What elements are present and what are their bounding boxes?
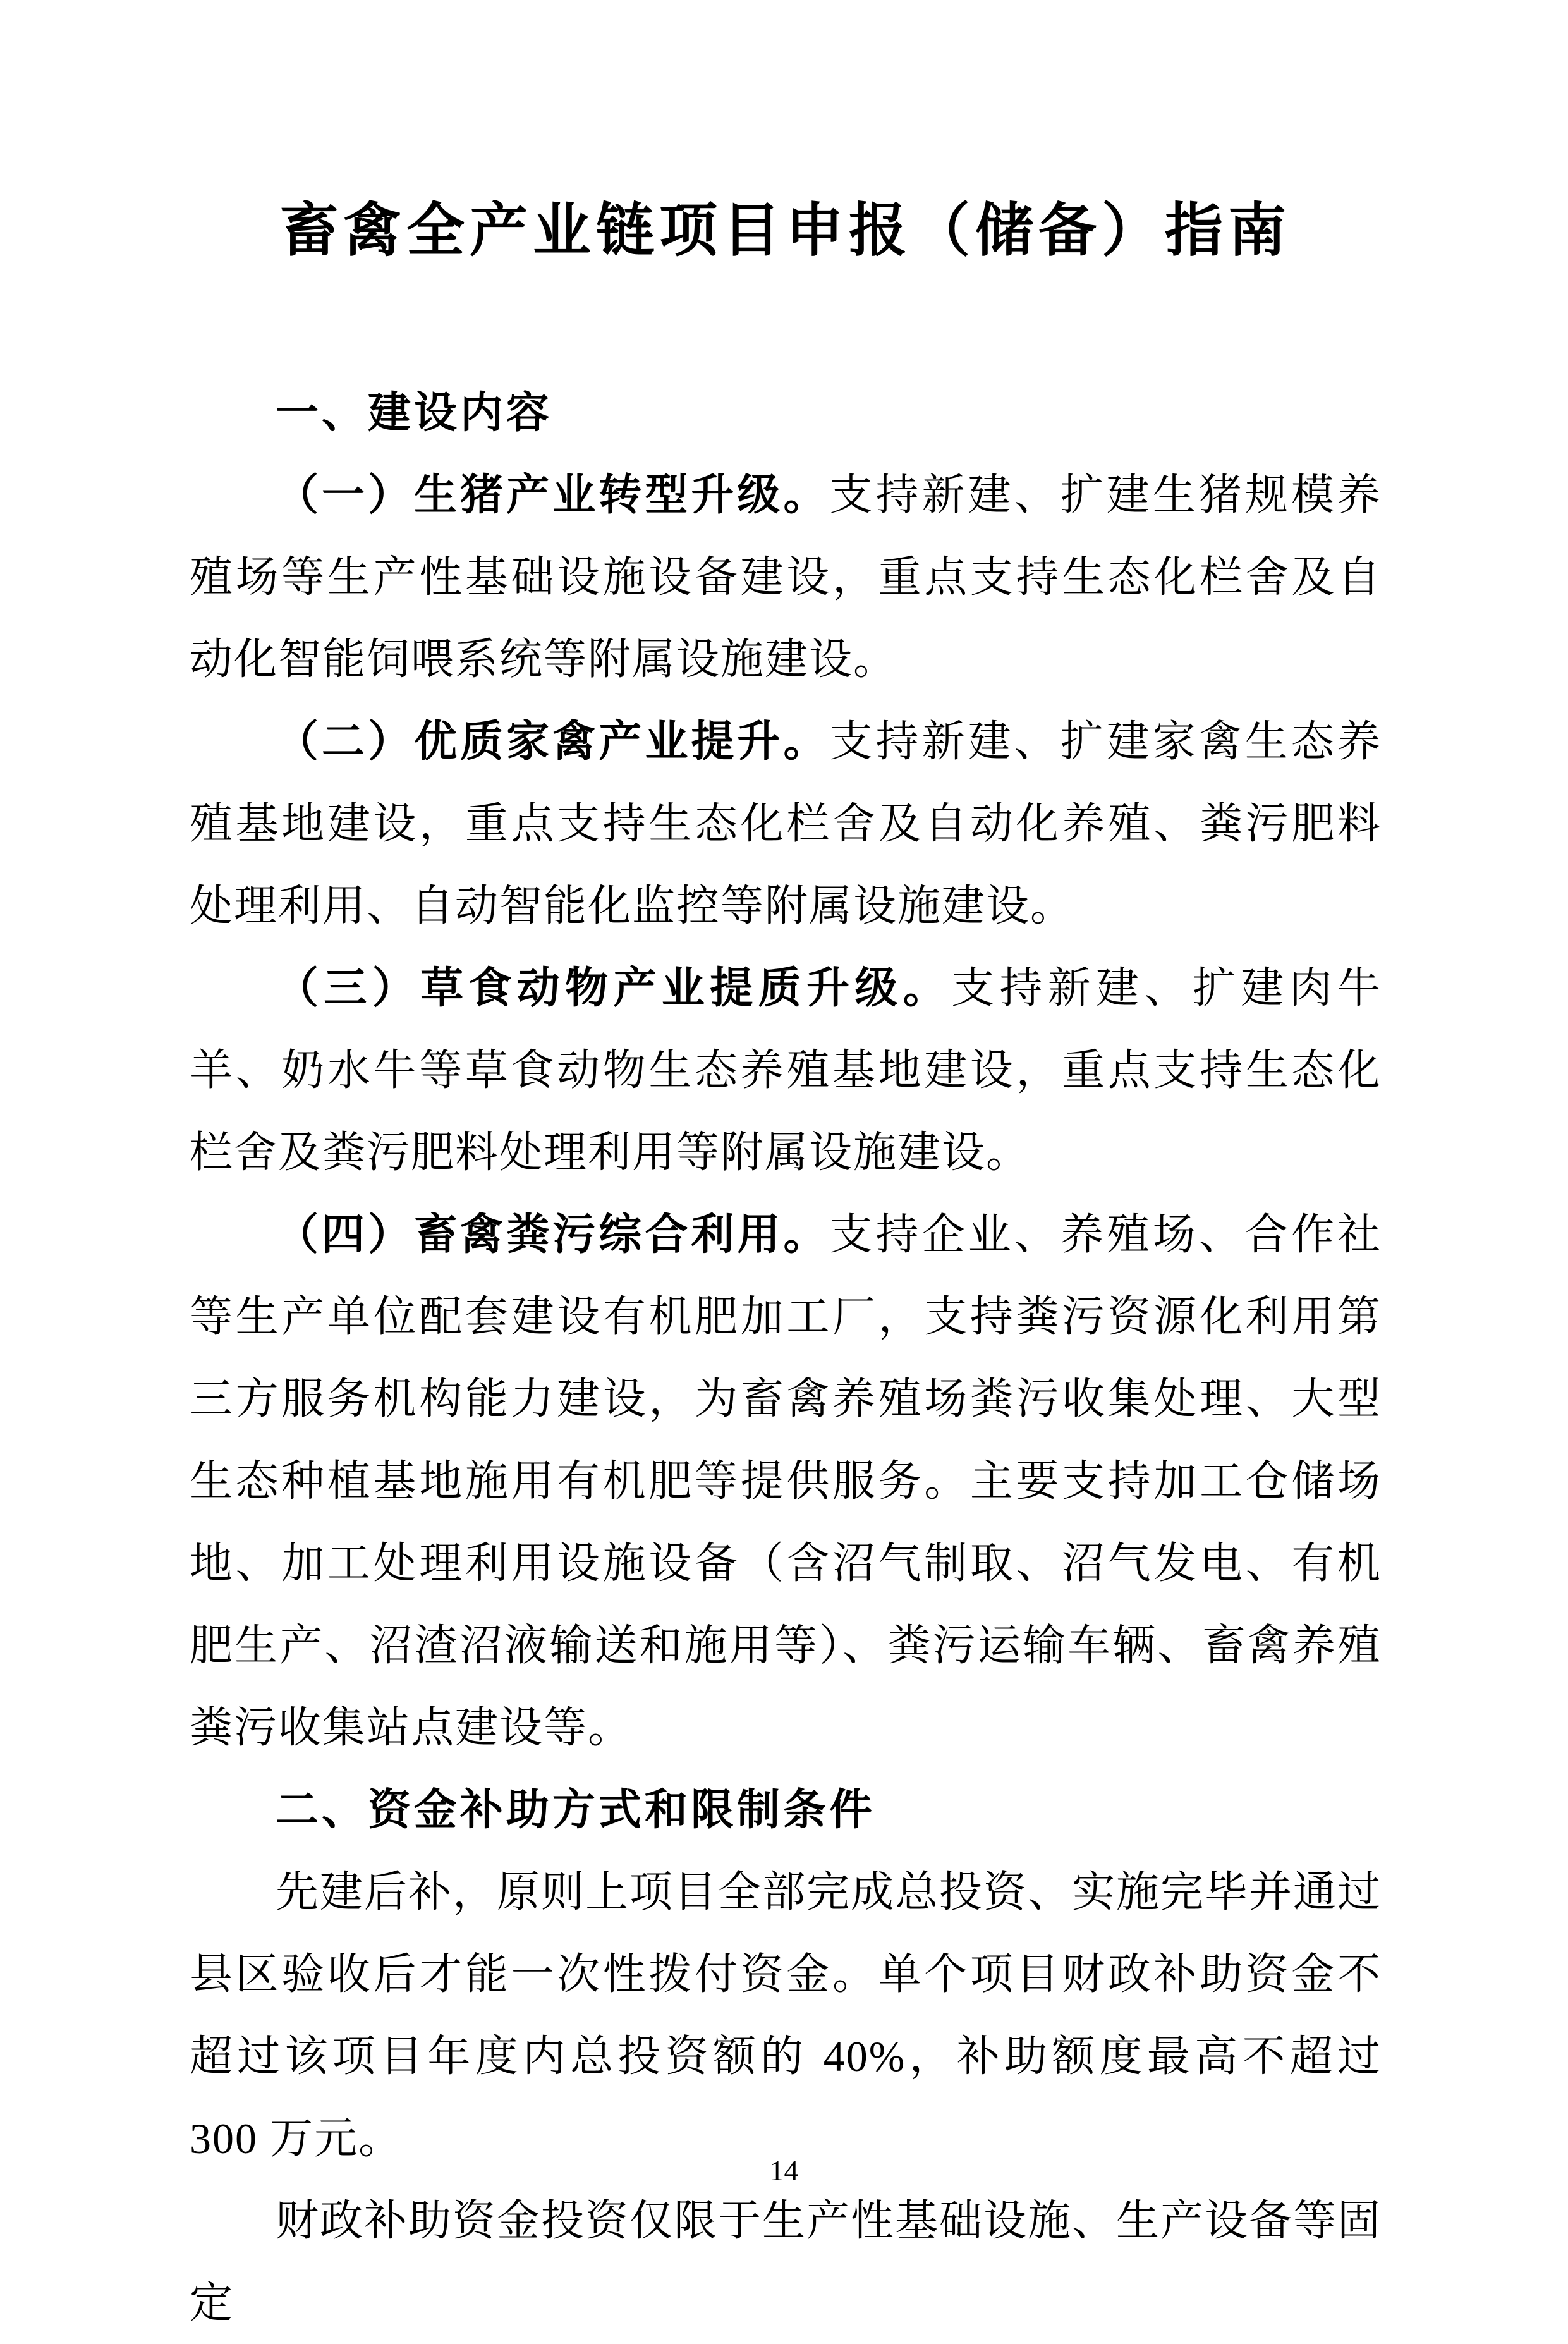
section-1-paragraph-2	[190, 700, 1382, 947]
paragraph-lead: （一）生猪产业转型升级。	[276, 471, 830, 520]
section-1-heading: 一、建设内容	[276, 389, 553, 437]
section-1-paragraph-1	[190, 454, 1382, 700]
paragraph-text: 支持企业、养殖场、合作社等生产单位配套建设有机肥加工厂，支持粪污资源化利用第三方服务机构能力建设，为畜禽养殖场粪污收集处理、大型生态种植基地施用有机肥等提供服务。主要支持加工仓储场地、加工处理利用设施设备（含沼气制取、沼气发电、有机肥生产、沼渣沼液输送和施用等）、粪污运输车辆、畜禽养殖粪污收集站点建设等。	[190, 1211, 1382, 1752]
paragraph-text: 支持新建、扩建肉牛羊、奶水牛等草食动物生态养殖基地建设，重点支持生态化栏舍及粪污肥料处理利用等附属设施建设。	[190, 964, 1382, 1177]
section-1-paragraph-3	[190, 947, 1382, 1193]
section-2-paragraph-1	[190, 1851, 1382, 2180]
paragraph-text: 先建后补，原则上项目全部完成总投资、实施完毕并通过县区验收后才能一次性拨付资金。单个项目财政补助资金不超过该项目年度内总投资额的 40%，补助额度最高不超过 300 万元。	[190, 1868, 1382, 2163]
paragraph-lead: （三）草食动物产业提质升级。	[276, 964, 952, 1013]
document-title: 畜禽全产业链项目申报（储备）指南	[279, 198, 1291, 263]
section-2-heading: 二、资金补助方式和限制条件	[276, 1786, 876, 1834]
page-number: 14	[769, 2154, 799, 2187]
section-1-paragraph-4	[190, 1193, 1382, 1769]
section-2-paragraph-2	[190, 2180, 1382, 2344]
paragraph-lead: （四）畜禽粪污综合利用。	[276, 1211, 830, 1259]
paragraph-text: 支持新建、扩建家禽生态养殖基地建设，重点支持生态化栏舍及自动化养殖、粪污肥料处理利用、自动智能化监控等附属设施建设。	[190, 717, 1382, 931]
paragraph-text: 财政补助资金投资仅限于生产性基础设施、生产设备等固定	[190, 2197, 1382, 2328]
paragraph-text: 支持新建、扩建生猪规模养殖场等生产性基础设施设备建设，重点支持生态化栏舍及自动化智能饲喂系统等附属设施建设。	[190, 471, 1382, 684]
paragraph-lead: （二）优质家禽产业提升。	[276, 717, 830, 766]
